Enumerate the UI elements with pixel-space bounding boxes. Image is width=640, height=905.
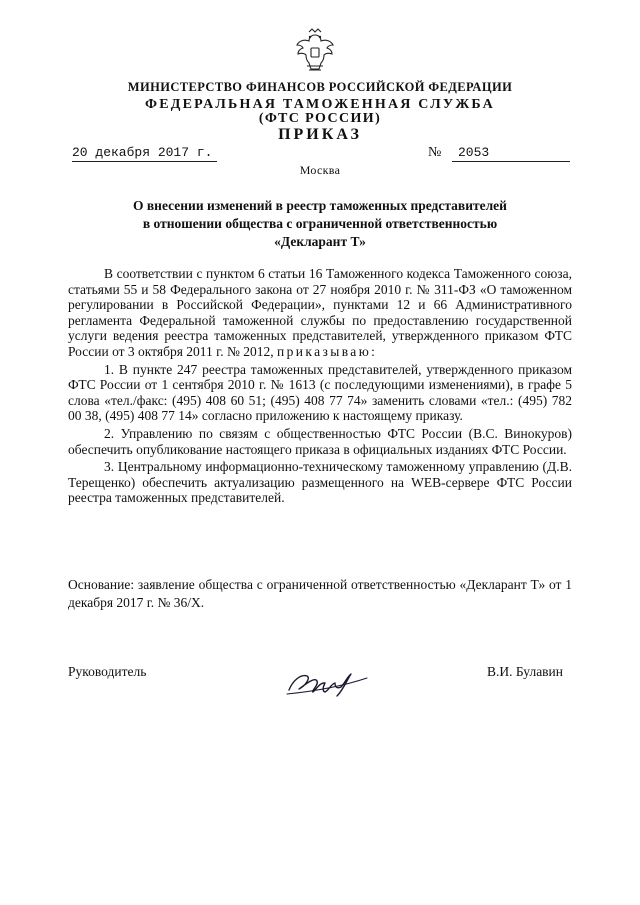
handwritten-signature bbox=[283, 662, 383, 702]
title-line: в отношении общества с ограниченной ответственностью bbox=[142, 216, 498, 231]
order-date: 20 декабря 2017 г. bbox=[72, 145, 217, 162]
document-title bbox=[120, 197, 520, 251]
basis-paragraph: Основание: заявление общества с ограниченной ответственностью «Декларант Т» от 1 декабря 2017 г. № 36/Х. bbox=[68, 577, 572, 610]
order-item-2: 2. Управлению по связям с общественностью ФТС России (В.С. Винокуров) обеспечить опубликование настоящего приказа в официальных изданиях ФТС России. bbox=[68, 425, 572, 457]
intro-paragraph bbox=[68, 266, 572, 360]
order-number-label: № bbox=[428, 145, 442, 160]
document-type: ПРИКАЗ bbox=[278, 126, 362, 143]
intro-text: В соответствии с пунктом 6 статьи 16 Таможенного кодекса Таможенного союза, статьями 55 и 58 Федерального закона от 27 ноября 2010 г. № 311-ФЗ «О таможенном регулировании в Российской Федерации», пунктами 12 и 66 Административного регламента Федеральной таможенной службы по предоставлению государственной услуги ведения реестра таможенных представителей, утвержденного приказом ФТС России от 3 октября 2011 г. № 2012, bbox=[68, 266, 572, 359]
document-body bbox=[68, 266, 572, 506]
service-name: ФЕДЕРАЛЬНАЯ ТАМОЖЕННАЯ СЛУЖБА bbox=[145, 97, 495, 112]
order-item-1: 1. В пункте 247 реестра таможенных представителей, утвержденного приказом ФТС России от 1 сентября 2010 г. № 1613 (с последующими изменениями), в графе 5 слова «тел./факс: (495) 408 60 51; (495) 408 77 74» заменить словами «тел.: (495) 782 00 38, (495) 408 77 14» согласно приложению к настоящему приказу. bbox=[68, 361, 572, 424]
title-line: «Декларант Т» bbox=[274, 234, 366, 249]
signatory-role: Руководитель bbox=[68, 664, 147, 679]
order-number: 2053 bbox=[452, 145, 570, 162]
ministry-name: МИНИСТЕРСТВО ФИНАНСОВ РОССИЙСКОЙ ФЕДЕРАЦИИ bbox=[127, 80, 513, 94]
service-abbreviation: (ФТС РОССИИ) bbox=[258, 111, 382, 126]
coat-of-arms-icon bbox=[293, 26, 337, 76]
order-item-3: 3. Центральному информационно-техническому таможенному управлению (Д.В. Терещенко) обеспечить актуализацию размещенного на WEB-сервере ФТС России реестра таможенных представителей. bbox=[68, 459, 572, 506]
title-line: О внесении изменений в реестр таможенных представителей bbox=[133, 198, 507, 213]
order-word: приказываю: bbox=[276, 343, 378, 359]
city: Москва bbox=[299, 163, 341, 177]
signatory-name: В.И. Булавин bbox=[487, 664, 564, 679]
